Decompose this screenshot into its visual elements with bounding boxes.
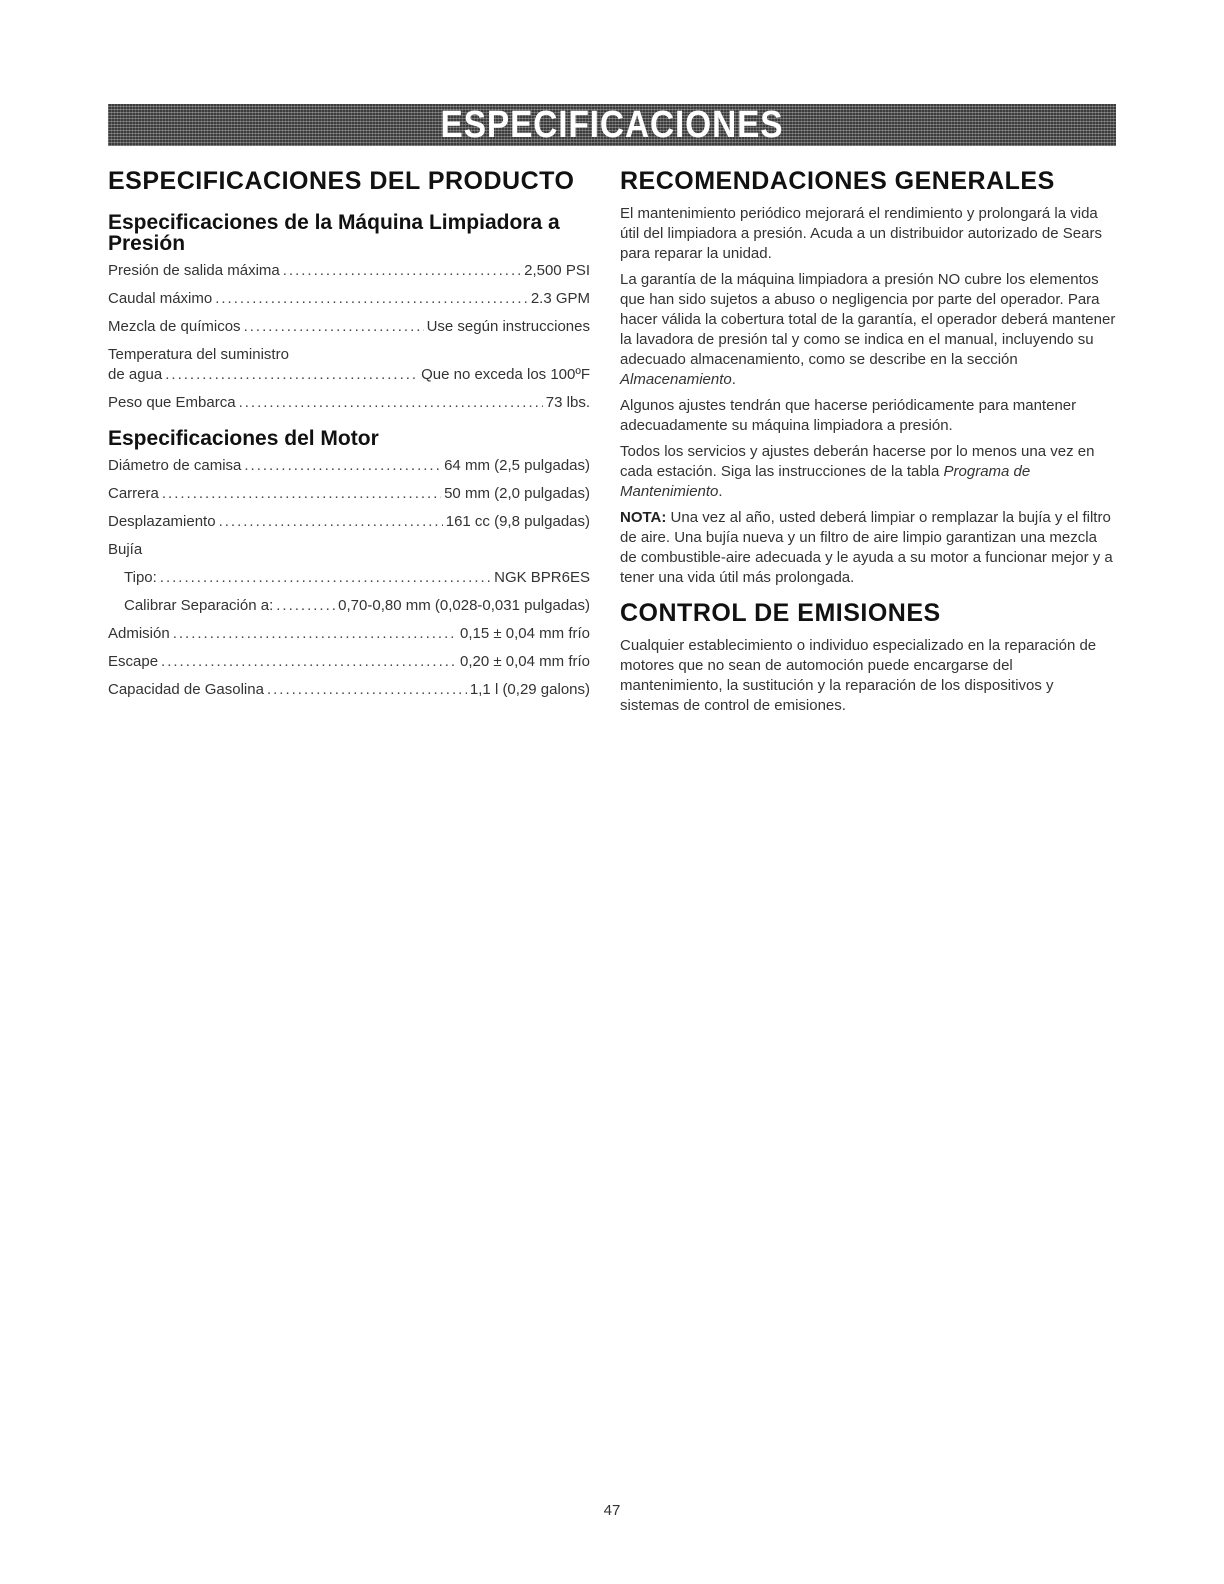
spec-row — [108, 653, 590, 671]
dot-leader — [160, 569, 491, 587]
dot-leader — [215, 290, 528, 308]
spec-value: 64 mm (2,5 pulgadas) — [444, 457, 590, 474]
dot-leader — [173, 625, 457, 643]
spec-value: Use según instrucciones — [426, 318, 590, 335]
spec-row — [108, 394, 590, 412]
spec-label: Tipo: — [124, 569, 157, 586]
product-specs-column — [108, 166, 590, 709]
dot-leader — [283, 262, 521, 280]
machine-specs-heading: Especificaciones de la Máquina Limpiadora a Presión — [108, 211, 560, 255]
note-paragraph — [620, 508, 1116, 588]
spec-value: 0,70-0,80 mm (0,028-0,031 pulgadas) — [338, 597, 590, 614]
spec-row — [108, 513, 590, 531]
spec-label: de agua — [108, 366, 163, 383]
spec-label: Presión de salida máxima — [108, 262, 280, 279]
spec-label: Desplazamiento — [108, 513, 216, 530]
spec-label: Caudal máximo — [108, 290, 213, 307]
warranty-text: La garantía de la máquina limpiadora a presión NO cubre los elementos que han sido sujetos a abuso o negligencia por parte del operador. Para hacer válida la cobertura total de la garantía, el operador deberá mantener la lavadora de presión tal y como se indica en el manual, incluyendo su adecuado almacenamiento, como se describe en la sección — [620, 271, 1116, 368]
spec-row — [108, 457, 590, 475]
dot-leader — [165, 366, 418, 384]
recommendations-heading: RECOMENDACIONES GENERALES — [620, 167, 1055, 195]
spec-row — [108, 262, 590, 280]
spec-value: NGK BPR6ES — [494, 569, 590, 586]
spec-row — [108, 681, 590, 699]
emissions-paragraph: Cualquier establecimiento o individuo especializado en la reparación de motores que no sean de automoción puede encargarse del mantenimiento, la sustitución y la reparación de los dispositivos y sistemas de control de emisiones. — [620, 637, 1097, 714]
spec-label: Admisión — [108, 625, 170, 642]
maintenance-schedule-ref: Programa de Mantenimiento — [620, 463, 1031, 500]
spec-value: 73 lbs. — [545, 394, 590, 411]
spec-value: 0,15 ± 0,04 mm frío — [460, 625, 590, 642]
spec-label: Diámetro de camisa — [108, 457, 242, 474]
recommendations-paragraph: El mantenimiento periódico mejorará el rendimiento y prolongará la vida útil del limpiadora a presión. Acuda a un distribuidor autorizado de Sears para reparar la unidad. — [620, 205, 1102, 262]
spec-row — [108, 597, 590, 615]
dot-leader — [219, 513, 443, 531]
warranty-end: . — [731, 371, 736, 388]
dot-leader — [244, 457, 441, 475]
spec-value: 0,20 ± 0,04 mm frío — [460, 653, 590, 670]
spark-plug-label: Bujía — [108, 541, 143, 558]
spec-value: 2,500 PSI — [524, 262, 590, 279]
banner-title: ESPECIFICACIONES — [440, 104, 784, 146]
spec-value: 2.3 GPM — [530, 290, 590, 307]
warranty-paragraph — [620, 270, 1116, 390]
dot-leader — [267, 681, 467, 699]
spec-row — [108, 485, 590, 503]
services-paragraph — [620, 442, 1116, 502]
services-text: Todos los servicios y ajustes deberán hacerse por lo menos una vez en cada estación. Siga las instrucciones de la tabla — [620, 443, 1095, 480]
spec-row — [108, 366, 590, 384]
spec-label: Mezcla de químicos — [108, 318, 241, 335]
dot-leader — [276, 597, 335, 615]
spec-row — [108, 625, 590, 643]
dot-leader — [162, 485, 441, 503]
spec-label: Escape — [108, 653, 159, 670]
section-banner — [108, 104, 1116, 146]
recommendations-column — [620, 166, 1116, 722]
storage-section-ref: Almacenamiento — [620, 371, 732, 388]
spec-value: Que no exceda los 100ºF — [421, 366, 590, 383]
page-number: 47 — [603, 1502, 621, 1519]
spec-value: 50 mm (2,0 pulgadas) — [444, 485, 590, 502]
note-text: Una vez al año, usted deberá limpiar o remplazar la bujía y el filtro de aire. Una bujía nueva y un filtro de aire limpio garantizan una mezcla de combustible-aire adecuada y le ayuda a su motor a funcionar mejor y a tener una vida útil más prolongada. — [620, 509, 1113, 586]
spec-row — [108, 569, 590, 587]
dot-leader — [239, 394, 543, 412]
note-label: NOTA: — [620, 509, 667, 526]
spec-label: Peso que Embarca — [108, 394, 236, 411]
dot-leader — [244, 318, 424, 336]
services-end: . — [718, 483, 723, 500]
motor-specs-heading: Especificaciones del Motor — [108, 427, 379, 450]
dot-leader — [161, 653, 457, 671]
spec-row — [108, 290, 590, 308]
spec-label: Capacidad de Gasolina — [108, 681, 264, 698]
spec-row — [108, 318, 590, 336]
spec-label: Carrera — [108, 485, 159, 502]
adjustments-paragraph: Algunos ajustes tendrán que hacerse periódicamente para mantener adecuadamente su máquina limpiadora a presión. — [620, 397, 1077, 434]
spec-label: Calibrar Separación a: — [124, 597, 274, 614]
spec-value: 161 cc (9,8 pulgadas) — [445, 513, 590, 530]
spec-value: 1,1 l (0,29 galons) — [469, 681, 590, 698]
water-temp-label-line: Temperatura del suministro — [108, 346, 289, 363]
emissions-heading: CONTROL DE EMISIONES — [620, 599, 941, 627]
product-specs-heading: ESPECIFICACIONES DEL PRODUCTO — [108, 167, 575, 195]
